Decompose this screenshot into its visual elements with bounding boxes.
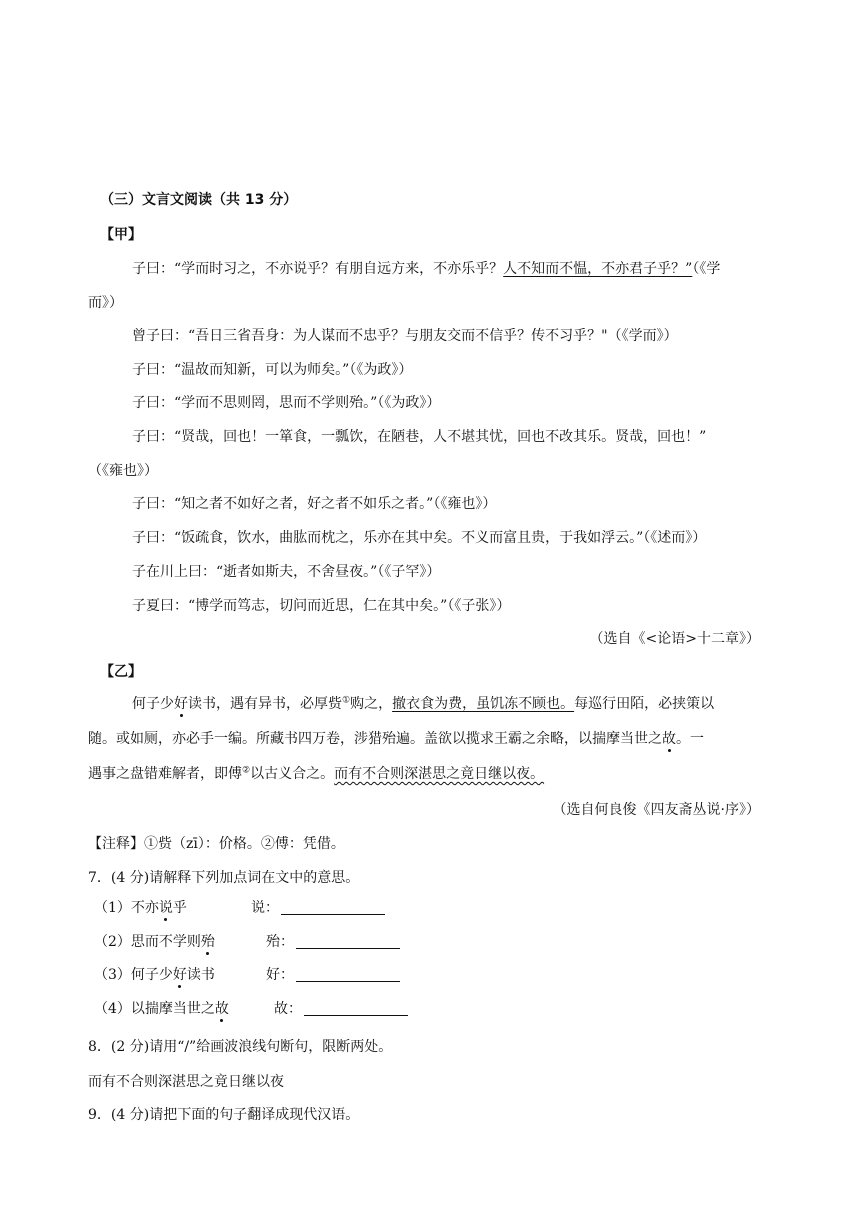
yi-line-3 bbox=[88, 764, 544, 784]
yi-l3-a: 遇事之盘错难解者，即傅 bbox=[88, 766, 242, 782]
jia-paragraph-1 bbox=[132, 259, 720, 279]
jia-paragraph-3: 子曰：“温故而知新，可以为师矣。”（《为政》） bbox=[132, 362, 413, 378]
q7-answer-3-label: 好： bbox=[266, 967, 294, 983]
answer-blank-4[interactable] bbox=[304, 1001, 408, 1016]
yi-source: （选自何良俊《四友斋丛说·序》） bbox=[552, 802, 760, 818]
q7-answer-1 bbox=[251, 898, 385, 918]
jia-paragraph-5: 子曰：“贤哉，回也！一箪食，一瓢饮，在陋巷，人不堪其忧，回也不改其乐。贤哉，回也！” bbox=[132, 429, 707, 445]
jia-paragraph-1-cont: 而》） bbox=[88, 295, 123, 311]
answer-blank-2[interactable] bbox=[296, 934, 400, 949]
yi-l1-c: 购之， bbox=[350, 696, 393, 712]
q7-item-4-pre: （4）以揣摩当世之 bbox=[94, 1001, 215, 1017]
q7-item-2-pre: （2）思而不学则 bbox=[94, 934, 201, 950]
yi-line-1 bbox=[132, 694, 714, 714]
question-8-sentence: 而有不合则深湛思之竟日继以夜 bbox=[88, 1074, 284, 1090]
yi-line-2 bbox=[88, 729, 704, 749]
jia-header: 【甲】 bbox=[100, 227, 142, 243]
q7-item-3-post: 读书 bbox=[186, 967, 215, 983]
q7-item-2 bbox=[94, 932, 215, 952]
yi-l1-b: 读书，遇有异书，必厚赀 bbox=[188, 696, 342, 712]
q7-item-1-pre: （1）不亦 bbox=[94, 900, 159, 916]
q7-answer-1-label: 说： bbox=[251, 900, 279, 916]
yi-dotted-word-hao: 好 bbox=[174, 696, 188, 712]
yi-l1-a: 何子少 bbox=[132, 696, 174, 712]
q7-answer-2-label: 殆： bbox=[266, 934, 294, 950]
jia-p1-underlined: 人不知而不愠，不亦君子乎？” bbox=[503, 261, 693, 277]
yi-l2-a: 随。或如厕，亦必手一编。所藏书四万卷，涉猎殆遍。盖欲以揽求王霸之余略，以揣摩当世之 bbox=[88, 731, 662, 747]
section-title: （三）文言文阅读（共 13 分） bbox=[100, 192, 298, 208]
note-marker-1: ① bbox=[342, 695, 351, 706]
q7-item-2-dotted: 殆 bbox=[200, 934, 215, 950]
answer-blank-3[interactable] bbox=[296, 967, 400, 982]
jia-paragraph-5-cont: （《雍也》） bbox=[88, 463, 158, 479]
q7-item-1-post: 乎 bbox=[172, 900, 187, 916]
jia-paragraph-4: 子曰：“学而不思则罔，思而不学则殆。”（《为政》） bbox=[132, 395, 441, 411]
q7-answer-2 bbox=[266, 932, 400, 952]
q7-item-4 bbox=[94, 999, 229, 1019]
notes: 【注释】①赀（zī）：价格。②傅：凭借。 bbox=[88, 836, 345, 852]
yi-wavy-sentence: 而有不合则深湛思之竟日继以夜。 bbox=[334, 766, 545, 782]
answer-blank-1[interactable] bbox=[281, 900, 385, 915]
q7-answer-4 bbox=[274, 999, 408, 1019]
jia-paragraph-6: 子曰：“知之者不如好之者，好之者不如乐之者。”（《雍也》） bbox=[132, 496, 497, 512]
question-7-stem: 7．(4 分)请解释下列加点词在文中的意思。 bbox=[88, 870, 360, 886]
yi-l3-b: 以古义合之。 bbox=[250, 766, 335, 782]
q7-item-1-dotted: 说 bbox=[158, 900, 173, 916]
question-8-stem: 8．(2 分)请用“/”给画波浪线句断句，限断两处。 bbox=[88, 1039, 393, 1055]
jia-source: （选自《<论语>十二章》） bbox=[589, 631, 760, 647]
jia-paragraph-8: 子在川上曰：“逝者如斯夫，不舍昼夜。”（《子罕》） bbox=[132, 564, 441, 580]
note-marker-2: ② bbox=[242, 765, 251, 776]
q7-item-3-dotted: 好 bbox=[172, 967, 187, 983]
yi-dotted-word-gu: 故 bbox=[662, 731, 676, 747]
q7-item-1 bbox=[94, 898, 187, 918]
q7-answer-3 bbox=[266, 965, 400, 985]
yi-header: 【乙】 bbox=[100, 664, 142, 680]
jia-paragraph-2: 曾子曰：“吾日三省吾身：为人谋而不忠乎？与朋友交而不信乎？传不习乎？"（《学而》） bbox=[132, 328, 678, 344]
question-9-stem: 9．(4 分)请把下面的句子翻译成现代汉语。 bbox=[88, 1107, 360, 1123]
jia-paragraph-7: 子曰：“饭疏食，饮水，曲肱而枕之，乐亦在其中矣。不义而富且贵，于我如浮云。”（《述而》） bbox=[132, 530, 707, 546]
jia-p1-source: （《学 bbox=[692, 261, 721, 277]
yi-l2-b: 。一 bbox=[676, 731, 704, 747]
q7-item-3 bbox=[94, 965, 215, 985]
q7-answer-4-label: 故： bbox=[274, 1001, 302, 1017]
jia-p1-text: 子曰：“学而时习之，不亦说乎？有朋自远方来，不亦乐乎？ bbox=[132, 261, 504, 277]
yi-l1-d: 每巡行田陌，必挟策以 bbox=[574, 696, 715, 712]
yi-underlined-sentence: 撤衣食为费，虽饥冻不顾也。 bbox=[392, 696, 575, 712]
q7-item-4-dotted: 故 bbox=[214, 1001, 229, 1017]
q7-item-3-pre: （3）何子少 bbox=[94, 967, 173, 983]
jia-paragraph-9: 子夏曰：“博学而笃志，切问而近思，仁在其中矣。”（《子张》） bbox=[132, 598, 511, 614]
